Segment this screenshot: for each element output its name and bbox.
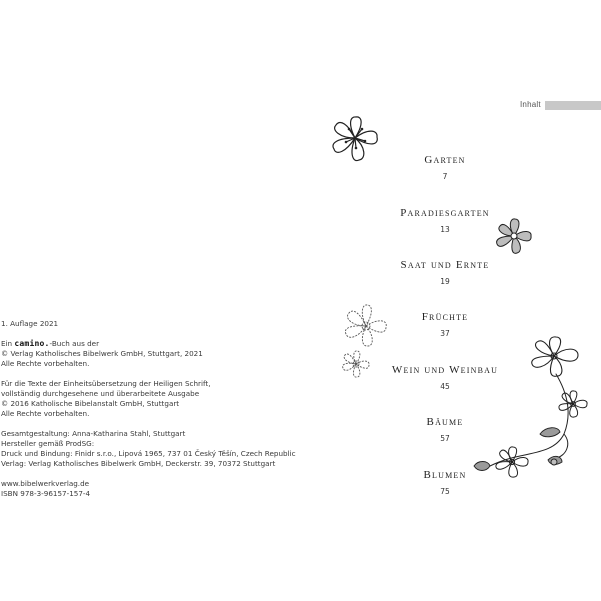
toc-title: Bäume	[426, 416, 464, 428]
toc-title: Paradiesgarten	[400, 207, 490, 219]
toc-page-number: 37	[440, 329, 450, 338]
copyright-text: © Verlag Katholisches Bibelwerk GmbH, Stuttgart, 2021	[1, 349, 203, 358]
flower-branch-icon	[468, 334, 596, 484]
imprint-production-block	[1, 429, 296, 469]
publisher-line	[1, 339, 291, 349]
imprint-copyright-block	[1, 339, 291, 369]
flower-pair-sketch-icon	[336, 300, 398, 382]
imprint-bible-block	[1, 379, 291, 419]
imprint-contact-block	[1, 479, 291, 499]
toc-page-number: 19	[440, 277, 450, 286]
edition-text: 1. Auflage 2021	[1, 319, 59, 328]
bible-text-1: Für die Texte der Einheitsübersetzung der Heiligen Schrift,	[1, 379, 211, 388]
camino-logo: camino.	[14, 339, 50, 348]
toc-entry-garten[interactable]	[380, 154, 510, 181]
imprint-edition-block	[1, 319, 291, 329]
bible-rights-text: Alle Rechte vorbehalten.	[1, 409, 90, 418]
toc-entry-paradiesgarten[interactable]	[380, 207, 510, 234]
toc-title: Früchte	[421, 311, 469, 323]
rights-text: Alle Rechte vorbehalten.	[1, 359, 90, 368]
toc-title: Wein und Weinbau	[391, 364, 499, 376]
manufacturer-text: Hersteller gemäß ProdSG:	[1, 439, 95, 448]
toc-page-number: 57	[440, 434, 450, 443]
bible-text-2: vollständig durchgesehene und überarbeitete Ausgabe	[1, 389, 200, 398]
publisher-address-text: Verlag: Verlag Katholisches Bibelwerk GmbH, Deckerstr. 39, 70372 Stuttgart	[1, 459, 276, 468]
buch-text: -Buch aus der	[49, 339, 100, 348]
design-text: Gesamtgestaltung: Anna-Katharina Stahl, Stuttgart	[1, 429, 186, 438]
toc-page-number: 75	[440, 487, 450, 496]
flower-outline-icon	[328, 114, 382, 164]
toc-page-number: 13	[440, 225, 450, 234]
toc-title: Blumen	[423, 469, 467, 481]
toc-title: Garten	[424, 154, 466, 166]
bible-copyright-text: © 2016 Katholische Bibelanstalt GmbH, Stuttgart	[1, 399, 180, 408]
toc-page-number: 45	[440, 382, 450, 391]
toc-title: Saat und Ernte	[400, 259, 490, 271]
website-text: www.bibelwerkverlag.de	[1, 479, 90, 488]
flower-filled-icon	[492, 216, 536, 256]
section-bar	[545, 101, 601, 110]
isbn-text: ISBN 978-3-96157-157-4	[1, 489, 91, 498]
section-label: Inhalt	[520, 100, 541, 109]
toc-entry-saat-und-ernte[interactable]	[380, 259, 510, 286]
imprint-block	[1, 319, 296, 509]
toc-page-number: 7	[442, 172, 448, 181]
ein-text: Ein	[1, 339, 13, 348]
printing-text: Druck und Bindung: Finidr s.r.o., Lipová 1965, 737 01 Český Těšín, Czech Republic	[1, 449, 296, 458]
